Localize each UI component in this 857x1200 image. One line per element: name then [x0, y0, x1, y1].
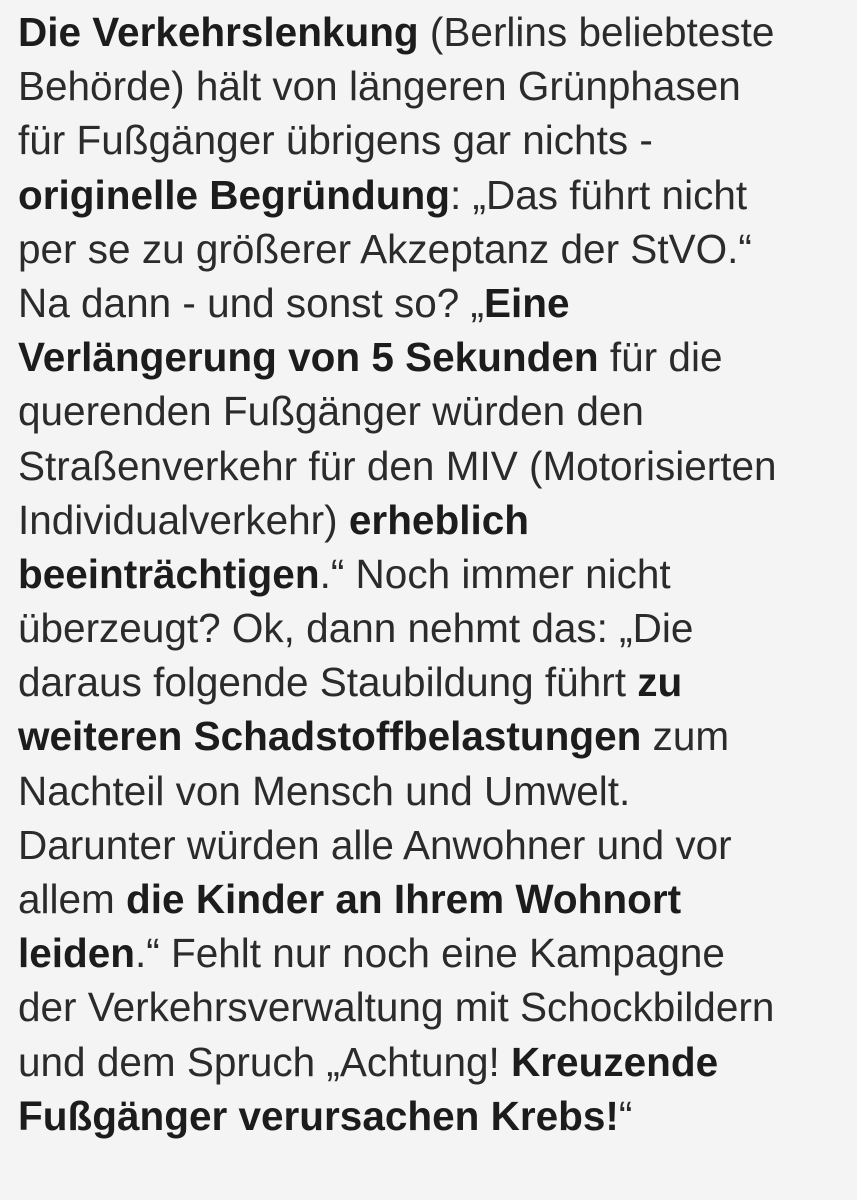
text-bold-run: originelle Begründung: [18, 171, 450, 218]
text-bold-run: Die Verkehrslenkung: [18, 9, 419, 55]
text-run: “: [618, 1092, 633, 1139]
text-line: [18, 655, 848, 709]
text-line: [18, 926, 848, 980]
text-run: .“ Fehlt nur noch eine Kampagne: [135, 930, 725, 977]
text-line: [18, 547, 848, 601]
text-bold-run: Eine: [484, 279, 570, 326]
text-line: [18, 493, 848, 547]
text-line: [18, 818, 848, 872]
text-bold-run: Fußgänger verursachen Krebs!: [18, 1092, 619, 1139]
text-run: daraus folgende Staubildung führt: [18, 659, 638, 706]
text-line: [18, 872, 848, 926]
text-line: [18, 980, 848, 1034]
text-run: für die: [598, 334, 723, 381]
text-run: und dem Spruch „Achtung!: [18, 1038, 512, 1085]
text-bold-run: weiteren Schadstoffbelastungen: [18, 713, 642, 760]
text-run: .“ Noch immer nicht: [319, 550, 671, 597]
text-line: [18, 113, 848, 167]
text-bold-run: beeinträchtigen: [18, 550, 320, 597]
text-bold-run: die Kinder an Ihrem Wohnort: [126, 876, 682, 922]
text-line: [18, 439, 848, 493]
text-bold-run: erheblich: [348, 496, 529, 543]
text-line: [18, 276, 848, 330]
text-run: für Fußgänger übrigens gar nichts -: [18, 117, 653, 164]
text-run: (Berlins beliebteste: [418, 9, 775, 55]
text-line: [18, 1035, 848, 1089]
text-line: [18, 5, 848, 59]
text-bold-run: Kreuzende: [511, 1038, 719, 1085]
text-bold-run: Verlängerung von 5 Sekunden: [18, 334, 599, 381]
text-run: der Verkehrsverwaltung mit Schockbildern: [18, 984, 775, 1031]
text-line: [18, 168, 848, 222]
text-run: überzeugt? Ok, dann nehmt das: „Die: [18, 605, 694, 652]
text-run: Behörde) hält von längeren Grünphasen: [18, 63, 741, 110]
text-run: querenden Fußgänger würden den: [18, 388, 644, 435]
text-bold-run: leiden: [18, 930, 136, 977]
text-line: [18, 222, 848, 276]
text-run: Individualverkehr): [18, 496, 349, 543]
text-line: [18, 1089, 848, 1143]
text-run: allem: [18, 876, 127, 922]
text-run: zum: [641, 713, 730, 760]
text-line: [18, 59, 848, 113]
text-bold-run: zu: [637, 659, 683, 706]
text-run: Straßenverkehr für den MIV (Motorisierten: [18, 442, 777, 489]
text-run: : „Das führt nicht: [450, 171, 748, 218]
document-body: [18, 5, 848, 1143]
text-line: [18, 330, 848, 384]
text-run: Na dann - und sonst so? „: [18, 279, 485, 326]
text-line: [18, 764, 848, 818]
text-run: per se zu größerer Akzeptanz der StVO.“: [18, 225, 752, 272]
text-run: Nachteil von Mensch und Umwelt.: [18, 767, 631, 814]
text-line: [18, 384, 848, 438]
text-line: [18, 601, 848, 655]
text-run: Darunter würden alle Anwohner und vor: [18, 821, 732, 868]
text-line: [18, 709, 848, 763]
